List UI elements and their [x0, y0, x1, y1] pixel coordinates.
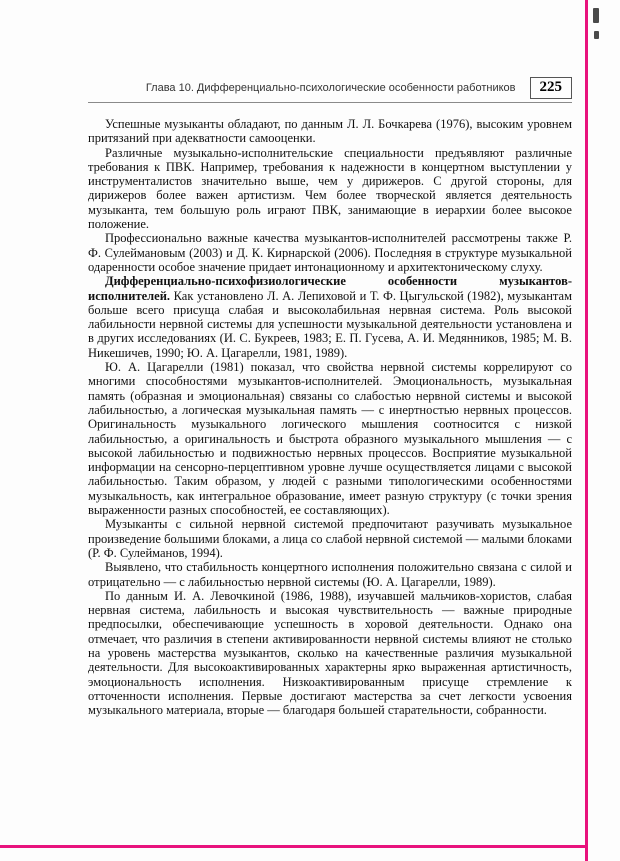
page-number: 225	[530, 77, 573, 99]
page-edge-accent-vertical	[585, 0, 588, 861]
paragraph: Выявлено, что стабильность концертного исполнения положительно связана с силой и отрицательно — с лабильностью нервной системы (Ю. А. Цагарелли, 1989).	[88, 560, 572, 589]
paragraph: Профессионально важные качества музыкантов-исполнителей рассмотрены также Р. Ф. Сулеймановым (2003) и Д. К. Кирнарской (2006). Последняя в структуре музыкальной одаренности особое значение придает интонационному и архитектоническому слуху.	[88, 231, 572, 274]
paragraph	[88, 274, 572, 360]
page-body	[88, 117, 572, 717]
scan-artifact	[593, 8, 599, 23]
paragraph-bold-lead: Дифференциально-психофизиологические особенности музыкантов-исполнителей.	[88, 274, 572, 303]
paragraph: Различные музыкально-исполнительские специальности предъявляют различные требования к ПВК. Например, требования к надежности в концертном выступлении у инструменталистов значительно выше, чем у дирижеров. С другой стороны, для дирижеров более важен артистизм. Чем более творческой является деятельность музыканта, тем большую роль играют ПВК, занимающие в иерархии более высокое положение.	[88, 145, 572, 232]
header-rule	[88, 102, 572, 103]
scan-artifact	[594, 31, 599, 39]
paragraph: Ю. А. Цагарелли (1981) показал, что свойства нервной системы коррелируют со многими способностями музыкантов-исполнителей. Эмоциональность, музыкальная память (образная и эмоциональная) связаны со слабостью нервной системы и высокой лабильностью, а логическая музыкальная память — с инертностью нервных процессов. Оригинальность музыкального логического мышления соотносится с низкой лабильностью, а оригинальность и быстрота образного музыкального мышления — с высокой лабильностью и подвижностью нервных процессов. Восприятие музыкальной информации на сенсорно-перцептивном уровне лучше осуществляется лицами с высокой лабильностью. Таким образом, у людей с разными типологическими особенностями музыкальность, как интегральное образование, имеет разную структуру (с точки зрения выраженности разных способностей, ее составляющих).	[88, 360, 572, 518]
paragraph: По данным И. А. Левочкиной (1986, 1988), изучавшей мальчиков-хористов, слабая нервная система, лабильность и высокая чувствительность — важные природные предпосылки, обеспечивающие успешность в хоровой деятельности. Однако она отмечает, что различия в степени активированности нервной системы влияют не столько на уровень мастерства музыкантов, сколько на качественные различия музыкальной деятельности. Для высокоактивированных характерны ярко выраженная артистичность, эмоциональность исполнения. Низкоактивированным присуще стремление к отточенности исполнения. Первые достигают мастерства за счет легкости усвоения музыкального материала, вторые — благодаря большей старательности, собранности.	[88, 588, 572, 718]
chapter-title: Глава 10. Дифференциально-психологические особенности работников	[145, 82, 516, 94]
paragraph: Музыканты с сильной нервной системой предпочитают разучивать музыкальное произведение большими блоками, а лица со слабой нервной системой — малыми блоками (Р. Ф. Сулейманов, 1994).	[88, 517, 572, 560]
paragraph-text: Как установлено Л. А. Лепиховой и Т. Ф. Цыгульской (1982), музыкантам больше всего присуща слабая и высоколабильная нервная система. Роль высокой лабильности нервной системы для успешности музыкальной деятельности установлена и в других исследованиях (И. С. Букреев, 1983; Е. П. Гусева, А. И. Медянников, 1985; М. В. Никешичев, 1990; Ю. А. Цагарелли, 1981, 1989).	[88, 288, 572, 360]
paragraph: Успешные музыканты обладают, по данным Л. Л. Бочкарева (1976), высоким уровнем притязаний при адекватности самооценки.	[88, 117, 572, 146]
page-edge-accent-bottom	[0, 845, 588, 848]
page-header	[88, 76, 572, 100]
